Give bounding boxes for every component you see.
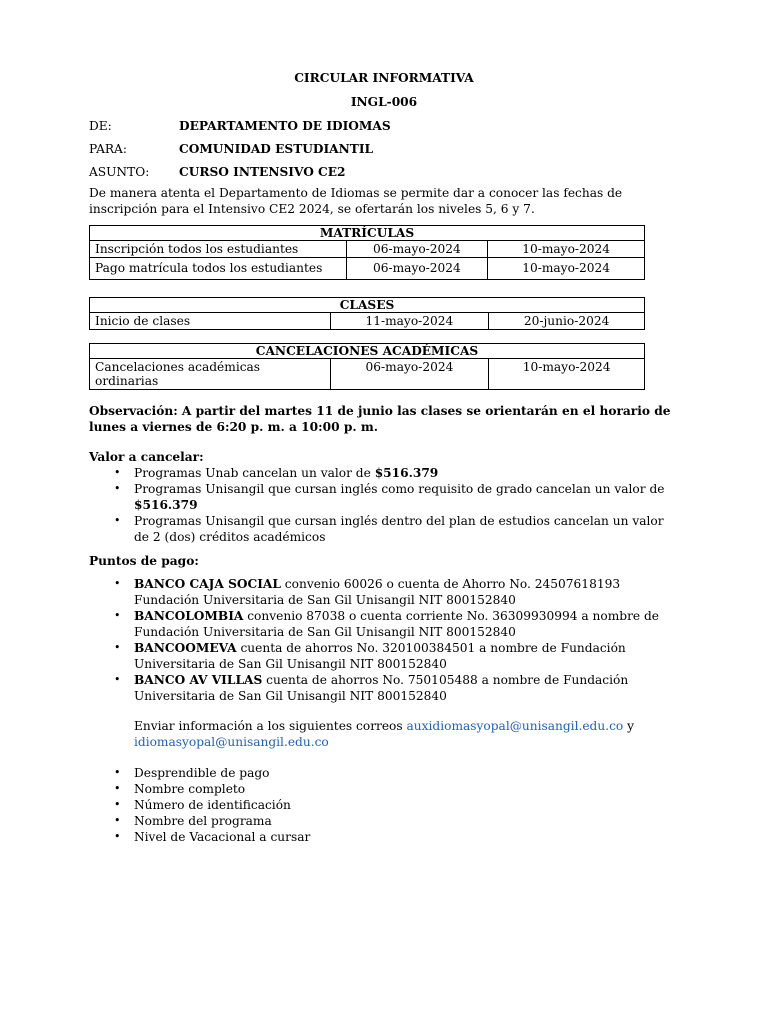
fee-text-line-2: de 2 (dos) créditos académicos <box>134 530 326 544</box>
bullet-icon: • <box>114 782 121 795</box>
intro-line-1: De manera atenta el Departamento de Idiomas se permite dar a conocer las fechas de <box>89 186 623 200</box>
observation-line-2: lunes a viernes de 6:20 p. m. a 10:00 p. m. <box>89 420 378 434</box>
clases-table <box>89 297 645 330</box>
fee-text-line-1: Programas Unisangil que cursan inglés dentro del plan de estudios cancelan un valor <box>134 514 664 528</box>
bullet-icon: • <box>114 609 121 622</box>
document-code: INGL-006 <box>350 95 418 109</box>
table-cell-start: 06-mayo-2024 <box>330 359 489 390</box>
list-item <box>89 465 689 481</box>
bullet-icon: • <box>114 766 121 779</box>
bullet-icon: • <box>114 482 121 495</box>
list-item <box>89 513 689 545</box>
bank-details-line-2: Universitaria de San Gil Unisangil NIT 800152840 <box>134 657 447 671</box>
from-value: DEPARTAMENTO DE IDIOMAS <box>179 119 391 133</box>
observation-line-1: Observación: A partir del martes 11 de junio las clases se orientarán en el horario de <box>89 404 671 418</box>
table-cell-end: 20-junio-2024 <box>489 313 645 330</box>
list-item <box>89 576 689 608</box>
table-cell-end: 10-mayo-2024 <box>488 241 645 258</box>
list-item: • Desprendible de pago <box>114 766 270 780</box>
list-item: • Nombre completo <box>114 782 246 796</box>
table-cell-start: 06-mayo-2024 <box>346 258 488 280</box>
table-cell-end: 10-mayo-2024 <box>489 359 645 390</box>
fee-amount: $516.379 <box>134 498 198 512</box>
table-cell-end: 10-mayo-2024 <box>488 258 645 280</box>
matriculas-table <box>89 225 645 280</box>
emails-line-2 <box>134 734 329 750</box>
table-row <box>90 313 645 330</box>
fee-amount: $516.379 <box>374 466 439 480</box>
bank-details: convenio 87038 o cuenta corriente No. 36309930994 a nombre de <box>243 609 660 623</box>
list-item: • Nombre del programa <box>114 814 272 828</box>
subject-label: ASUNTO: <box>89 165 150 179</box>
table-cell-start: 06-mayo-2024 <box>346 241 488 258</box>
email-link-idiomas[interactable]: idiomasyopal@unisangil.edu.co <box>134 735 329 749</box>
email-link-aux[interactable]: auxidiomasyopal@unisangil.edu.co <box>406 719 624 733</box>
to-label: PARA: <box>89 142 127 156</box>
list-item: • Nivel de Vacacional a cursar <box>114 830 311 844</box>
bullet-icon: • <box>114 798 121 811</box>
list-item <box>89 672 689 704</box>
bullet-icon: • <box>114 514 121 527</box>
to-value: COMUNIDAD ESTUDIANTIL <box>179 142 374 156</box>
bank-details-line-2: Universitaria de San Gil Unisangil NIT 800152840 <box>134 689 447 703</box>
fees-heading: Valor a cancelar: <box>89 450 204 464</box>
cancelaciones-table <box>89 343 645 390</box>
table-cell-item: Inicio de clases <box>90 313 331 330</box>
table-row <box>90 241 645 258</box>
bullet-icon: • <box>114 466 121 479</box>
cancelaciones-heading: CANCELACIONES ACADÉMICAS <box>90 344 645 359</box>
intro-line-2: inscripción para el Intensivo CE2 2024, se ofertarán los niveles 5, 6 y 7. <box>89 202 535 216</box>
bank-name: BANCOLOMBIA <box>134 609 244 623</box>
bullet-icon: • <box>114 814 121 827</box>
matriculas-heading: MATRÍCULAS <box>90 226 645 241</box>
bank-name: BANCOOMEVA <box>134 641 237 655</box>
requirements-list <box>89 765 689 845</box>
bullet-icon: • <box>114 830 121 843</box>
list-item <box>89 608 689 640</box>
fees-list <box>89 465 689 545</box>
bank-details-line-2: Fundación Universitaria de San Gil Unisangil NIT 800152840 <box>134 593 516 607</box>
table-row <box>90 359 645 390</box>
table-cell-item <box>90 359 331 390</box>
document-title: CIRCULAR INFORMATIVA <box>294 71 474 85</box>
from-label: DE: <box>89 119 112 133</box>
table-cell-item: Pago matrícula todos los estudiantes <box>90 258 347 280</box>
clases-heading: CLASES <box>90 298 645 313</box>
table-cell-item-line-1: Cancelaciones académicas <box>95 360 261 374</box>
banks-list <box>89 576 689 704</box>
bank-name: BANCO AV VILLAS <box>134 673 263 687</box>
emails-line-1 <box>134 718 634 734</box>
emails-prefix: Enviar información a los siguientes correos <box>134 719 407 733</box>
bank-name: BANCO CAJA SOCIAL <box>134 577 281 591</box>
table-row <box>90 258 645 280</box>
table-cell-item: Inscripción todos los estudiantes <box>90 241 347 258</box>
bullet-icon: • <box>114 577 121 590</box>
table-cell-start: 11-mayo-2024 <box>330 313 489 330</box>
list-item <box>89 640 689 672</box>
fee-text: Programas Unisangil que cursan inglés como requisito de grado cancelan un valor de <box>134 482 665 496</box>
fee-text: Programas Unab cancelan un valor de <box>134 466 375 480</box>
emails-joiner: y <box>623 719 635 733</box>
payment-points-heading: Puntos de pago: <box>89 554 199 568</box>
table-cell-item-line-2: ordinarias <box>95 374 159 388</box>
list-item <box>89 481 689 513</box>
bullet-icon: • <box>114 641 121 654</box>
bank-details: cuenta de ahorros No. 750105488 a nombre de Fundación <box>262 673 629 687</box>
subject-value: CURSO INTENSIVO CE2 <box>179 165 346 179</box>
list-item: • Número de identificación <box>114 798 291 812</box>
bank-details: cuenta de ahorros No. 320100384501 a nombre de Fundación <box>236 641 626 655</box>
bank-details: convenio 60026 o cuenta de Ahorro No. 24507618193 <box>280 577 621 591</box>
bank-details-line-2: Fundación Universitaria de San Gil Unisangil NIT 800152840 <box>134 625 516 639</box>
bullet-icon: • <box>114 673 121 686</box>
